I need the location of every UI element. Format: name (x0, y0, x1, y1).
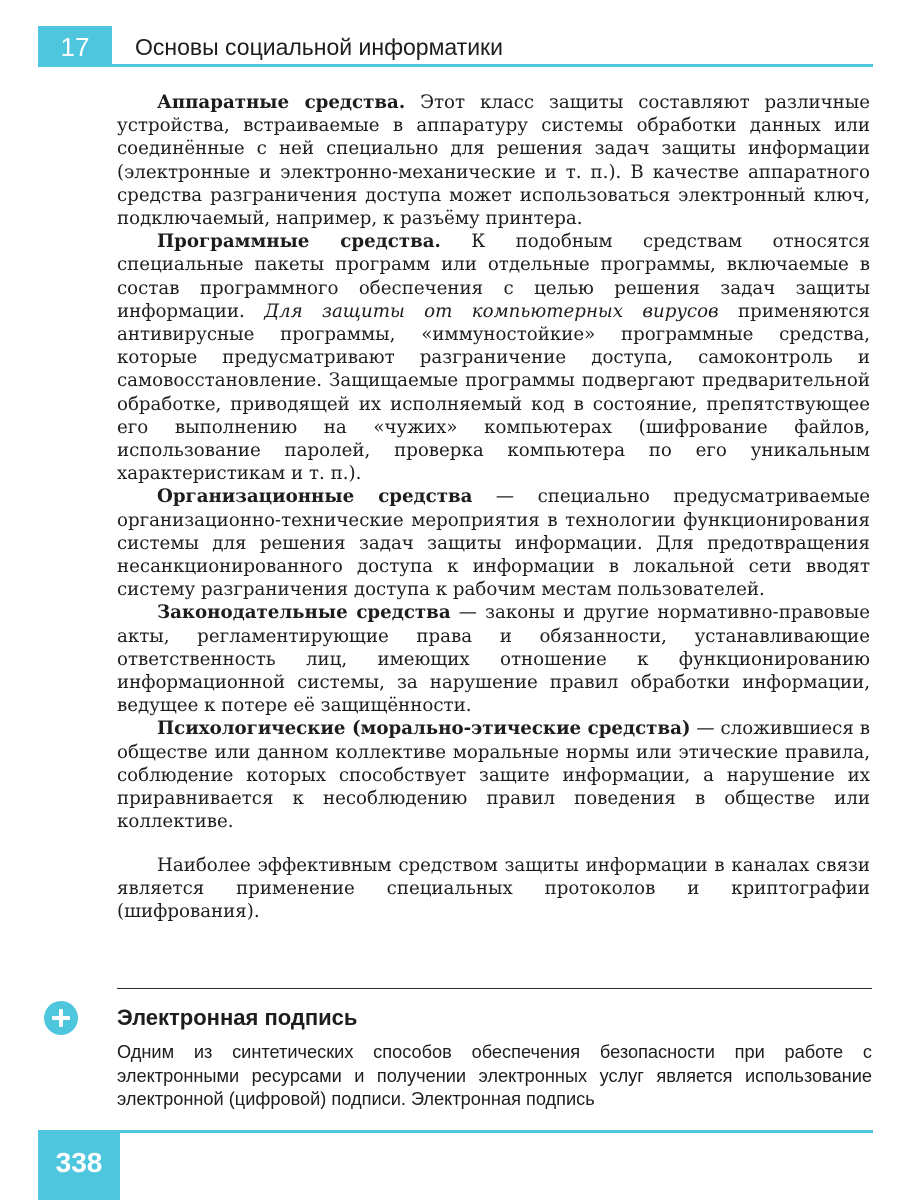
term-software: Программные средства. (157, 231, 441, 253)
paragraph-hardware-text: Этот класс защиты составляют различные устройства, встраиваемые в аппаратуру системы обработки данных или соединённые с ней специально для решения задач защиты информации (электронные и электронно-механические и т. п.). В качестве аппаратного средства разграничения доступа может использоваться электронный ключ, подключаемый, например, к разъёму принтера. (117, 92, 870, 230)
paragraph-conclusion: Наиболее эффективным средством защиты информации в каналах связи является применение специальных протоколов и криптографии (шифрования). (117, 854, 870, 922)
paragraph-legislative-text: — законы и другие нормативно-правовые акты, регламентирующие права и обязанности, устанавливающие ответственность лиц, имеющих отношение к функционированию информационной системы, за нарушение правил обработки информации, ведущее к потере её защищённости. (117, 602, 870, 717)
running-title: Основы социальной информатики (135, 34, 503, 60)
header-rule (38, 64, 873, 67)
term-psychological: Психологические (морально-этические средства) (157, 718, 691, 740)
paragraph-psychological-text: — сложившиеся в обществе или данном коллективе моральные нормы или этические правила, соблюдение которых способствует защите информации, а нарушение их приравнивается к несоблюдению правил поведения в обществе или коллективе. (117, 718, 870, 833)
page-number-badge: 338 (38, 1132, 120, 1200)
section-text: Одним из синтетических способов обеспечения безопасности при работе с электронными ресурсами и получении электронных услуг является использование электронной (цифровой) подписи. Электронная подпись (117, 1042, 872, 1109)
paragraph-hardware (117, 91, 870, 230)
paragraph-organizational (117, 485, 870, 601)
chapter-number-badge: 17 (38, 26, 112, 66)
term-organizational: Организационные средства (157, 486, 473, 508)
paragraph-psychological (117, 717, 870, 833)
body-text (117, 91, 870, 923)
paragraph-organizational-text: — специально предусматриваемые организационно-технические мероприятия в технологии функционирования системы для решения задач защиты информации. Для предотвращения несанкционированного доступа к информации в локальной сети вводят систему разграничения доступа к рабочим местам пользователей. (117, 486, 871, 601)
paragraph-software (117, 230, 870, 485)
section-heading: Электронная подпись (117, 1005, 358, 1030)
term-legislative: Законодательные средства (157, 602, 451, 624)
paragraph-legislative (117, 601, 870, 717)
paragraph-software-italic: Для защиты от компьютерных вирусов (264, 300, 719, 322)
plus-circle-icon (44, 1001, 78, 1035)
term-hardware: Аппаратные средства. (157, 92, 406, 113)
footer-rule (38, 1130, 873, 1133)
paragraph-software-text-start: К подобным средствам относятся специальные пакеты программ или отдельные программы, включаемые в состав программного обеспечения с целью решения задач защиты информации. (117, 231, 870, 322)
paragraph-software-text-end: применяются антивирусные программы, «иммуностойкие» программные средства, которые предусматривают разграничение доступа, самоконтроль и самовосстановление. Защищаемые программы подвергают предварительной обработке, приводящей их исполняемый код в состояние, препятствующее его выполнению на «чужих» компьютерах (шифрование файлов, использование паролей, проверка компьютера по его уникальным характеристикам и т. п.). (117, 300, 871, 485)
section-divider (117, 988, 872, 989)
